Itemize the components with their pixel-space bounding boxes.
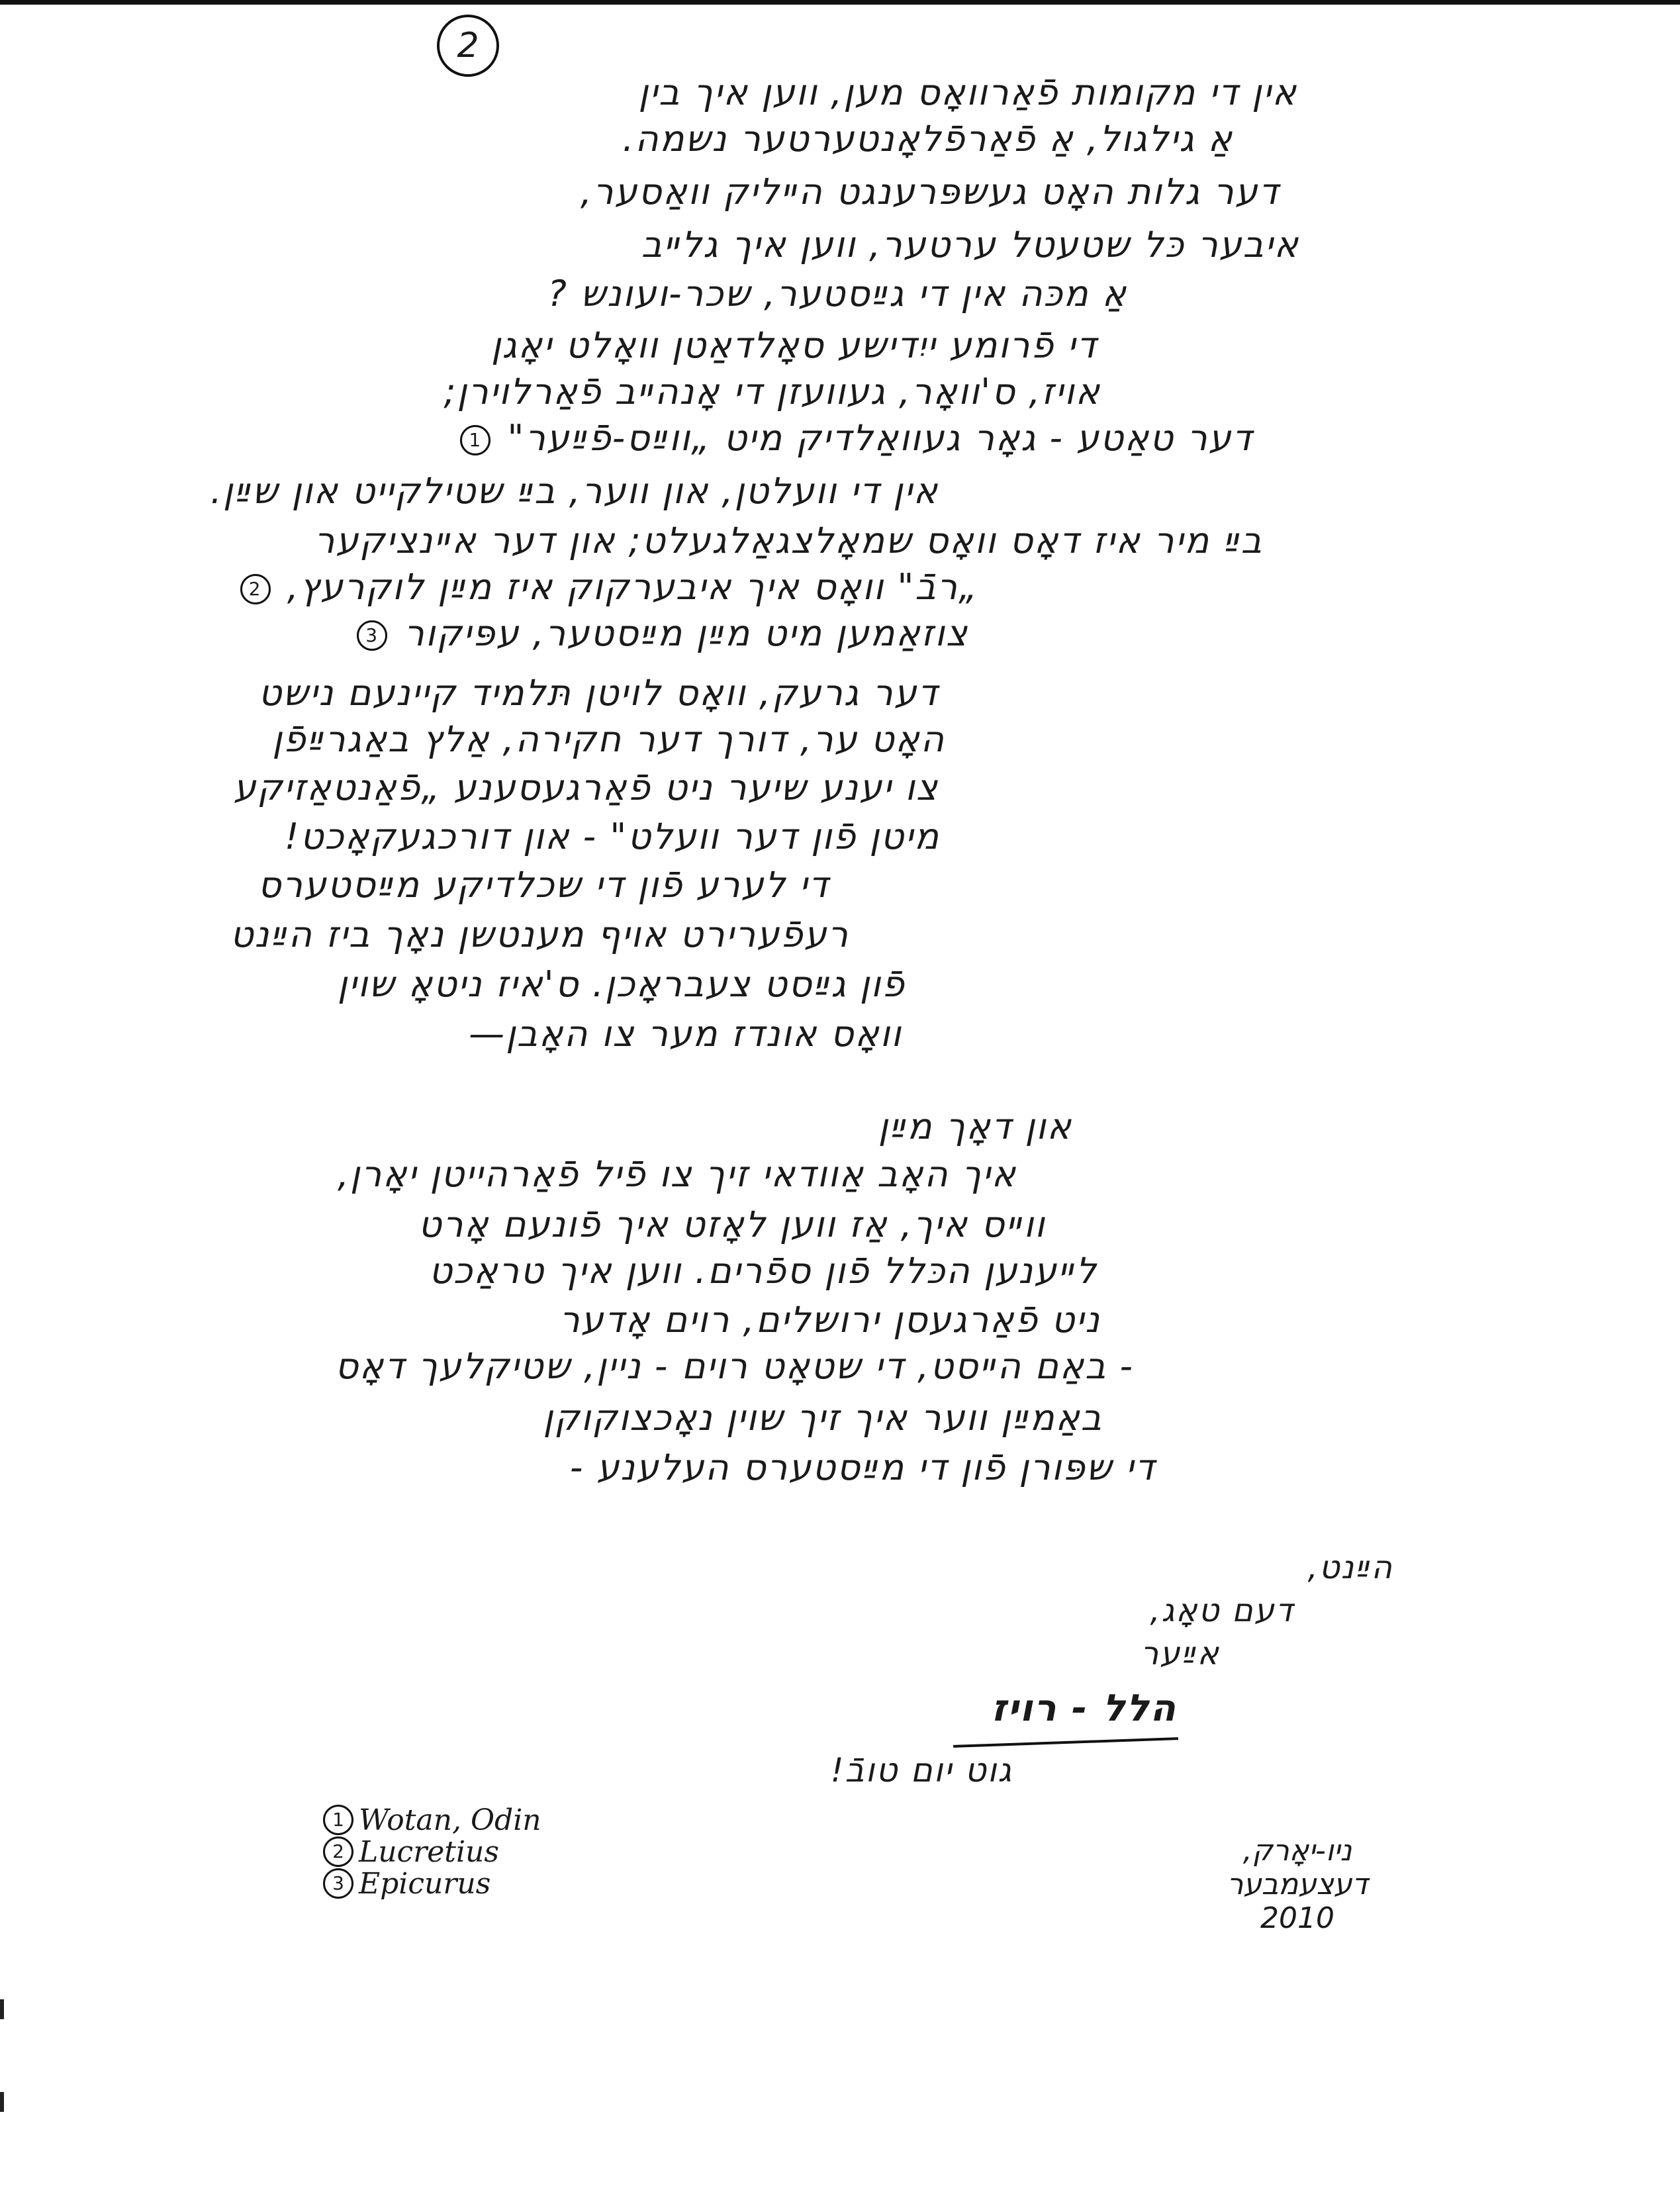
poem-line: די שפּורן פֿון די מײַסטערס העלענע -	[569, 1447, 1156, 1488]
poem-line: וואָס אונדז מער צו האָבן—	[469, 1013, 902, 1055]
footnote-number: 1	[323, 1805, 353, 1835]
page-number-value: 2	[457, 26, 479, 66]
dateline-month: דעצעמבער	[1227, 1868, 1368, 1901]
scan-mark	[0, 1999, 4, 2019]
closing-line-1: הײַנט,	[1307, 1549, 1393, 1586]
poem-line	[353, 612, 968, 654]
poem-line: אַ גילגול, אַ פֿאַרפֿלאָנטערטער נשמה.	[622, 118, 1233, 160]
scan-mark	[0, 2092, 4, 2112]
poem-line: די לערע פֿון די שכלדיקע מײַסטערס	[257, 864, 829, 906]
poem-line: דער גרעק, וואָס לויטן תּלמיד קיינעם נישט	[258, 672, 939, 714]
footnote-3	[323, 1868, 541, 1899]
footnote-marker-3: 3	[357, 620, 387, 651]
footnote-1	[323, 1804, 541, 1836]
footnote-text: Lucretius	[359, 1834, 499, 1869]
footnote-marker-1: 1	[460, 425, 490, 455]
poem-line: מיטן פֿון דער וועלט" - און דורכגעקאָכט!	[284, 816, 940, 857]
footnote-text: Epicurus	[359, 1866, 491, 1901]
poem-line: אין די מקומות פֿאַרוואָס מען, ווען איך בין	[638, 71, 1297, 113]
footnote-2	[323, 1836, 541, 1868]
closing-postscript: גוט יום טובֿ!	[830, 1751, 1013, 1789]
poem-line: איך האָב אַוודאי זיך צו פֿיל פֿאַרהייטן יאָרן,	[337, 1153, 1017, 1195]
page-top-border	[0, 0, 1680, 5]
footnote-text: Wotan, Odin	[359, 1803, 541, 1837]
poem-line	[236, 566, 978, 608]
poem-line: לײענען הכּלל פֿון ספֿרים. ווען איך טראַכט	[428, 1250, 1097, 1292]
footnotes	[323, 1804, 541, 1899]
footnote-number: 3	[323, 1868, 353, 1899]
poem-line: אַ מכּה אין די גײַסטער, שכר-ועונש ?	[547, 273, 1127, 314]
poem-line: איבער כּל שטעטל ערטער, ווען איך גלײב	[641, 224, 1299, 265]
signature: הלל - רויז	[991, 1687, 1177, 1730]
closing-line-3: אײַער	[1141, 1635, 1220, 1672]
poem-line: רעפֿערירט אויף מענטשן נאָך ביז הײַנט	[230, 914, 849, 955]
poem-line: בײַ מיר איז דאָס וואָס שמאָלצגאַלגעלט; און דער אײנציקער	[314, 520, 1263, 561]
page-number	[437, 15, 499, 77]
poem-line: און דאָך מײַן	[878, 1106, 1072, 1147]
poem-line: האָט ער, דורך דער חקירה, אַלץ באַגרײַפֿן	[272, 718, 945, 760]
footnote-number: 2	[323, 1836, 353, 1867]
signature-underline	[953, 1737, 1178, 1748]
poem-line-text: „רבֿ" וואָס איך איבערקוק איז מײַן לוקרעץ,	[287, 566, 978, 608]
poem-line: דער גלות האָט געשפּרענגט הײליק וואַסער,	[580, 171, 1280, 213]
dateline-place: ניו-יאָרק,	[1242, 1834, 1352, 1868]
poem-line	[456, 417, 1253, 459]
poem-line-text: צוזאַמען מיט מײַן מײַסטער, עפּיקור	[404, 612, 968, 654]
poem-line: אויז, ס'וואָר, געוועזן די אָנהײב פֿאַרלוירן;	[443, 371, 1101, 412]
poem-line: ניט פֿאַרגעסן ירושלים, רוים אָדער	[559, 1299, 1101, 1341]
poem-line: אין די וועלטן, און ווער, בײַ שטילקייט און שײַן.	[210, 470, 939, 512]
poem-line: - באַם הײסט, די שטאָט רוים - ניין, שטיקלעך דאָס	[335, 1345, 1134, 1387]
poem-line: ווײס איך, אַז ווען לאָזט איך פֿונעם אָרט	[418, 1204, 1046, 1245]
poem-line: צו יענע שיער ניט פֿאַרגעסענע „פֿאַנטאַזיקע	[233, 767, 939, 808]
footnote-marker-2: 2	[240, 574, 271, 604]
dateline-year: 2010	[1260, 1901, 1334, 1935]
poem-line-text: דער טאַטע - גאָר געוואַלדיק מיט „ווײַס-פֿײַער"	[507, 417, 1253, 459]
poem-line: באַמײַן ווער איך זיך שוין נאָכצוקוקן	[543, 1397, 1103, 1439]
dateline	[1191, 1834, 1403, 1935]
poem-line: פֿון גײַסט צעבראָכן. ס'איז ניטאָ שוין	[337, 963, 906, 1005]
closing-line-2: דעם טאָג,	[1150, 1592, 1294, 1629]
poem-line: די פֿרומע ייִדישע סאָלדאַטן וואָלט יאָגן	[490, 324, 1097, 366]
